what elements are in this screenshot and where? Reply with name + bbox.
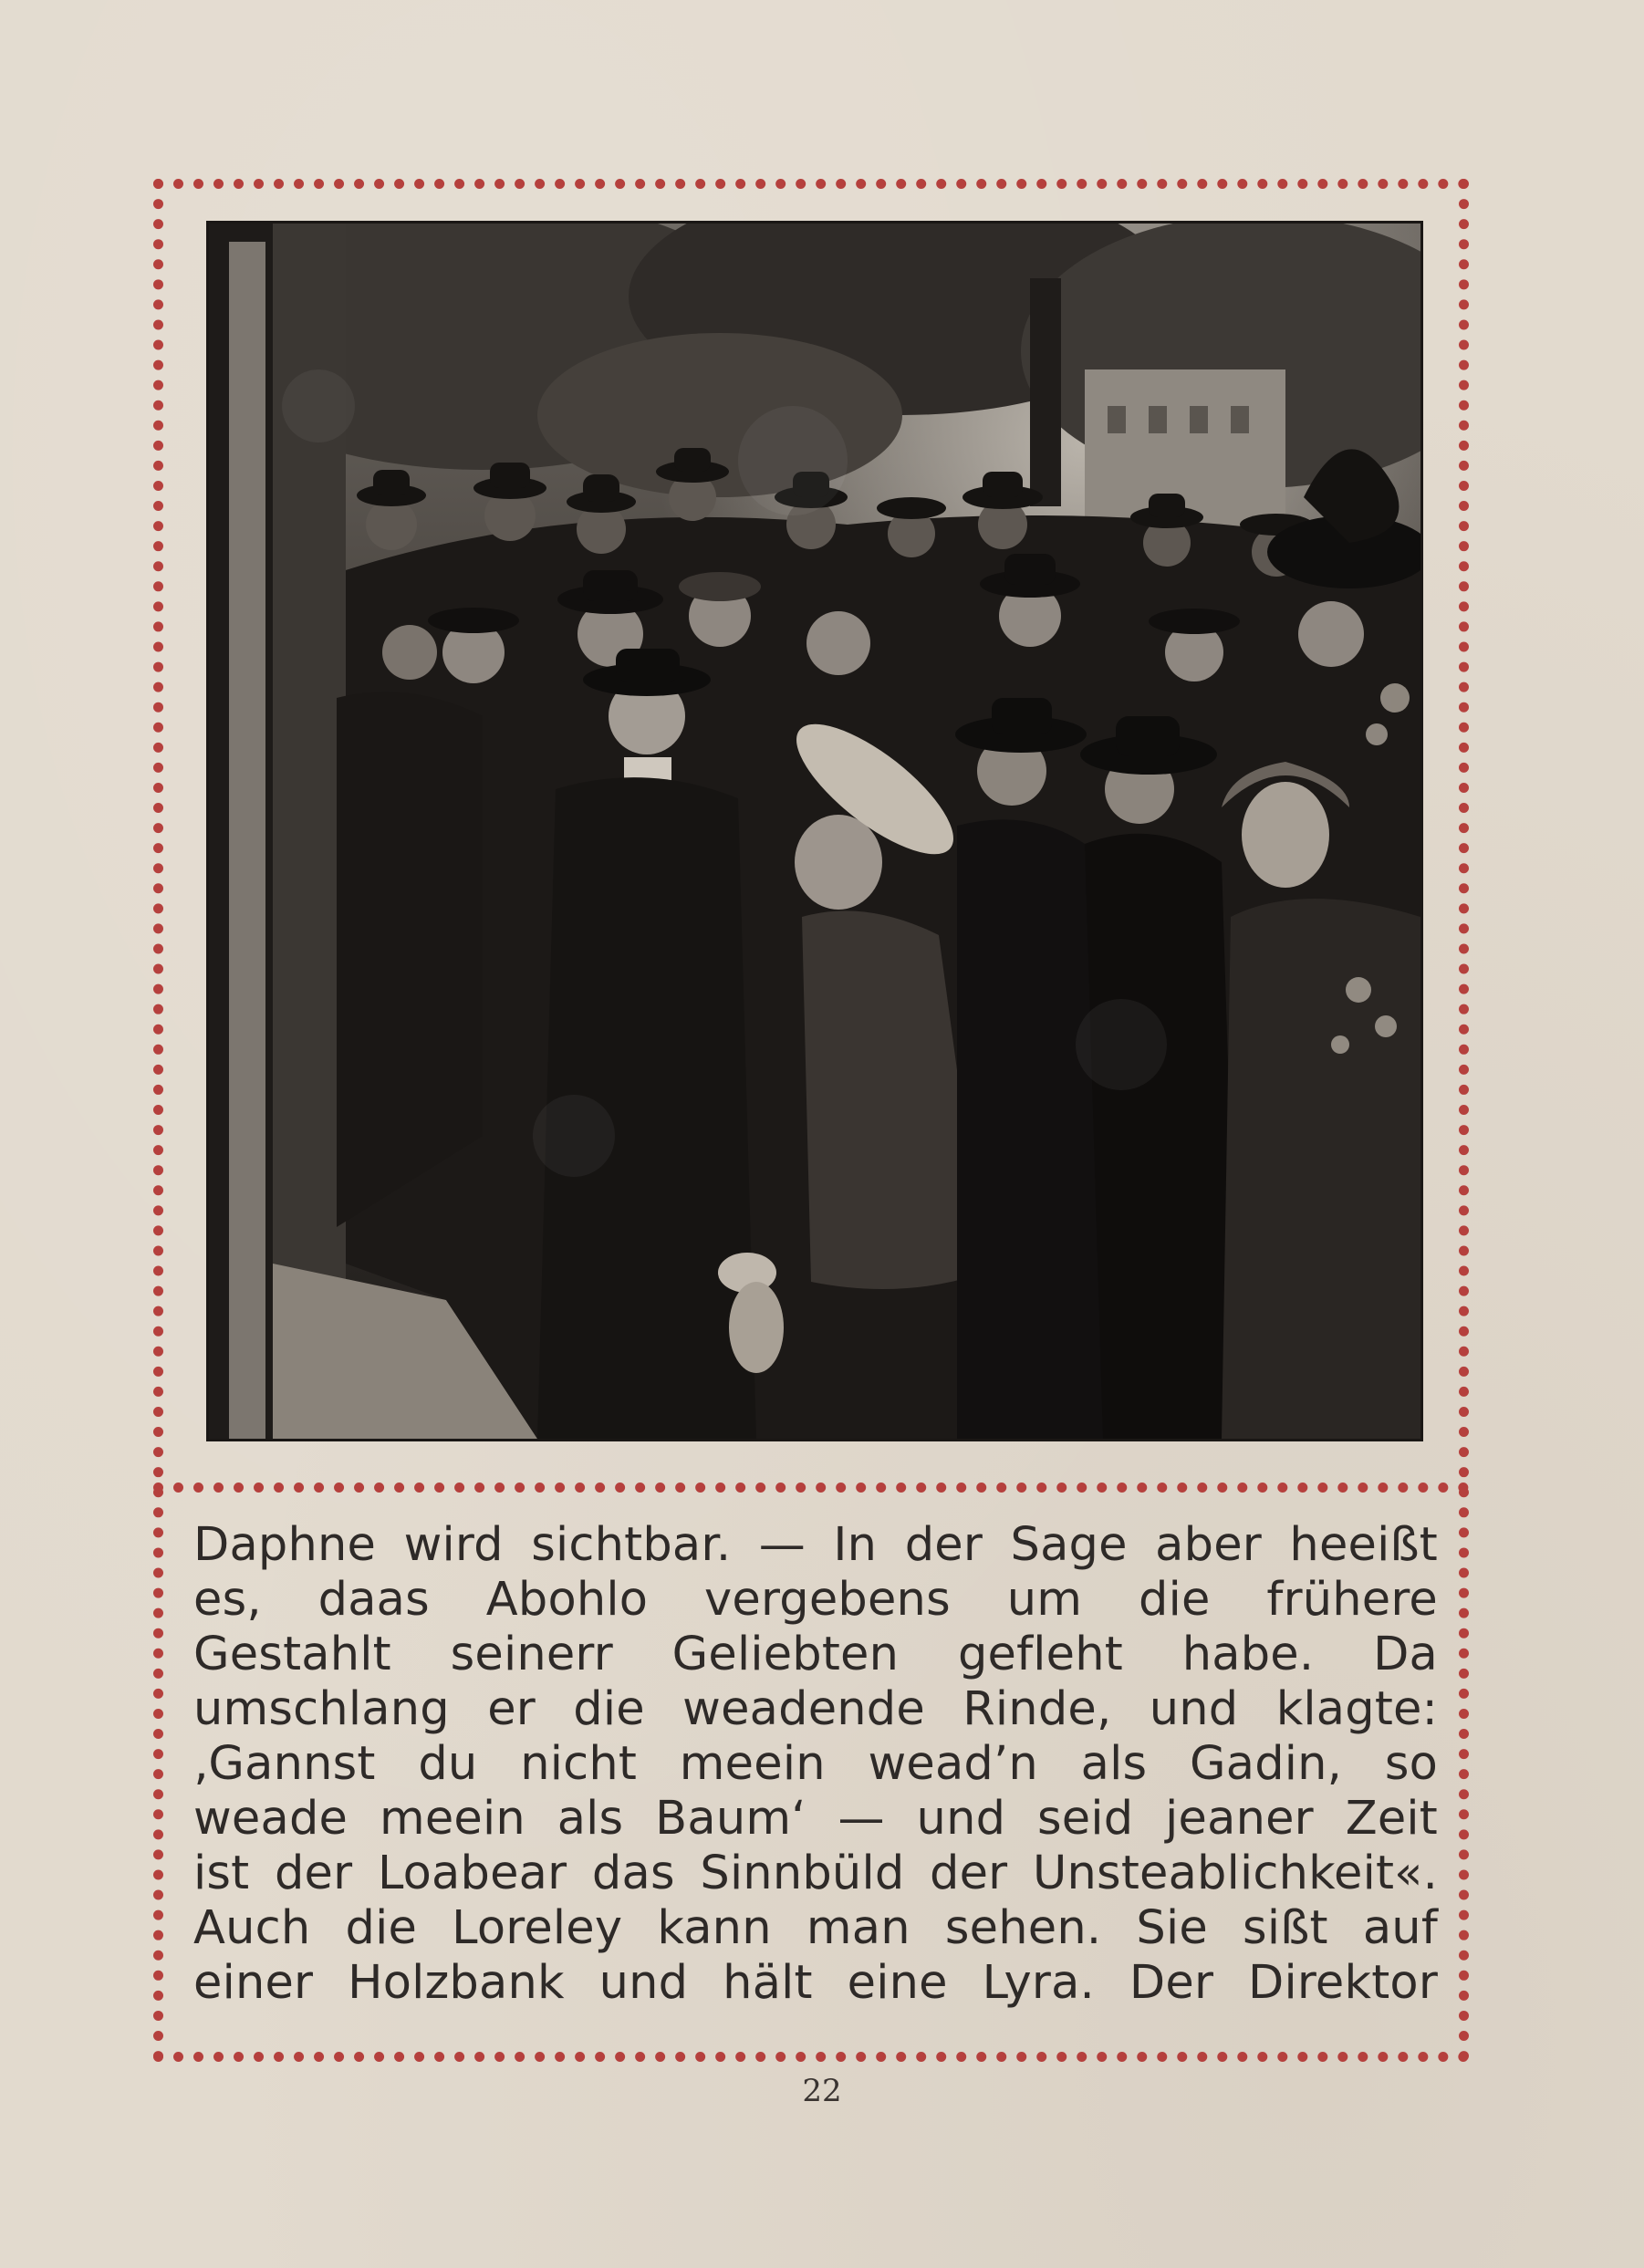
- text-line: es, daas Abohlo vergebens um die frühere: [193, 1573, 1438, 1627]
- text-line: Gestahlt seinerr Geliebten gefleht habe. Da: [193, 1628, 1438, 1681]
- text-line: ist der Loabear das Sinnbüld der Unsteablichkeit«.: [193, 1847, 1438, 1900]
- text-line: einer Holzbank und hält eine Lyra. Der Direktor: [193, 1956, 1438, 2010]
- text-line: umschlang er die weadende Rinde, und klagte:: [193, 1682, 1438, 1736]
- text-line: Daphne wird sichtbar. — In der Sage aber heeißt: [193, 1518, 1438, 1572]
- page-number: 22: [802, 2073, 842, 2109]
- crowd-photo-illustration: [209, 224, 1420, 1439]
- body-text: [193, 1518, 1438, 2011]
- text-line: Auch die Loreley kann man sehen. Sie sißt auf: [193, 1901, 1438, 1955]
- text-line: weade meein als Baum‘ — und seid jeaner Zeit: [193, 1792, 1438, 1846]
- crowd-photograph: [206, 221, 1423, 1441]
- dotted-divider: [153, 1483, 1469, 1493]
- text-line: ‚Gannst du nicht meein wead’n als Gadin, so: [193, 1737, 1438, 1791]
